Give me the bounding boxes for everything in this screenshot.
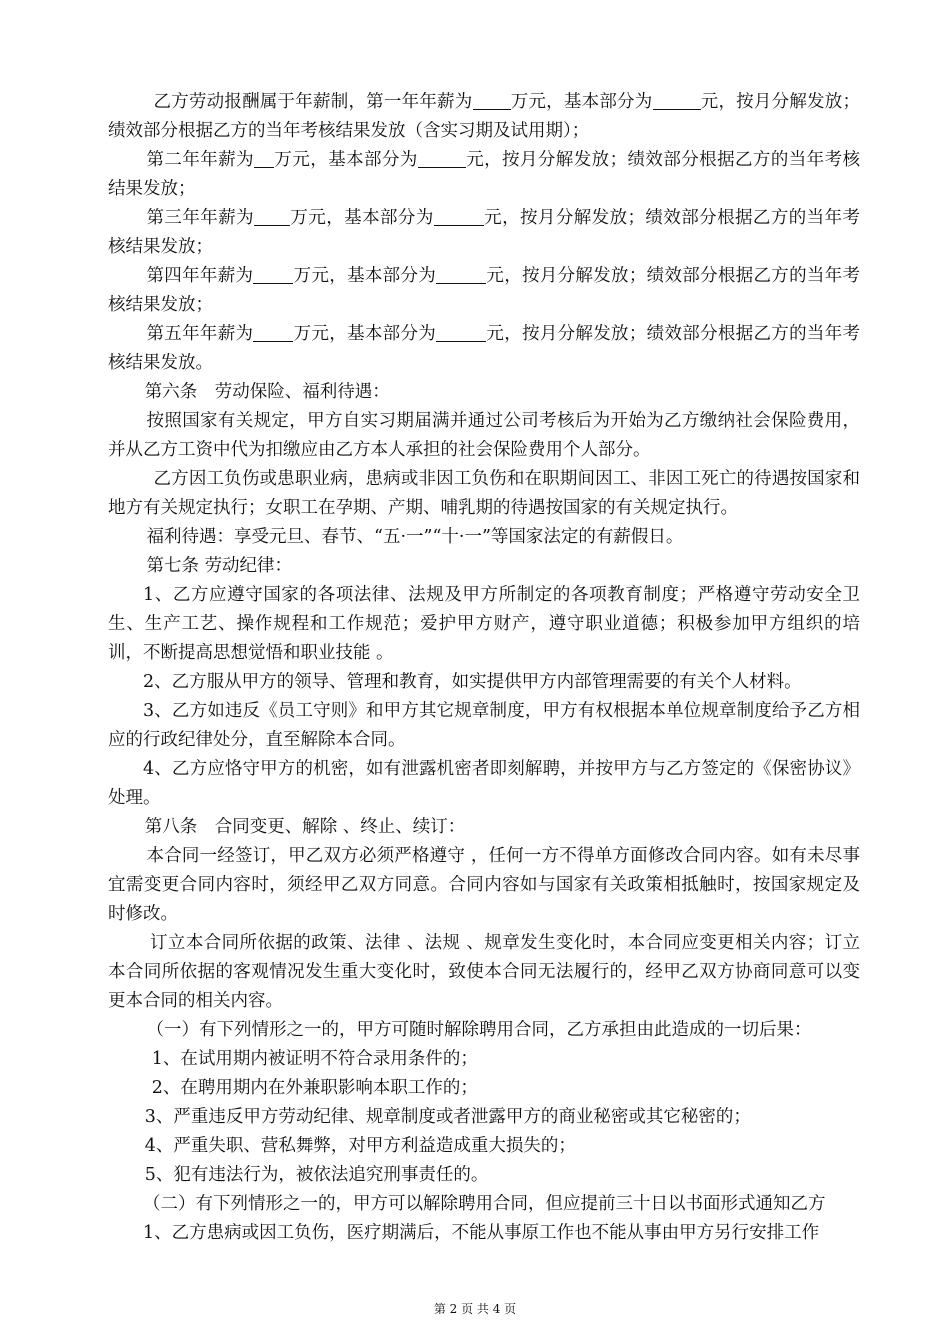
list-item: 4、严重失职、营私舞弊，对甲方利益造成重大损失的； xyxy=(144,1136,576,1156)
paragraph: 本合同一经签订，甲乙双方必须严格遵守 ，任何一方不得单方面修改合同内容。如有未尽事宜需变更合同内容时，须经甲乙双方同意。合同内容如与国家有关政策相抵触时，按国家规定及时修改。 xyxy=(108,846,860,924)
paragraph: 按照国家有关规定，甲方自实习期届满并通过公司考核后为开始为乙方缴纳社会保险费用，并从乙方工资中代为扣缴应由乙方本人承担的社会保险费用个人部分。 xyxy=(108,411,860,460)
blank-line xyxy=(253,265,293,284)
article-6-heading: 第六条 劳动保险、福利待遇： xyxy=(144,382,390,402)
paragraph: （二）有下列情形之一的，甲方可以解除聘用合同，但应提前三十日以书面形式通知乙方 xyxy=(143,1194,826,1214)
blank-line xyxy=(434,207,484,226)
paragraph: （一）有下列情形之一的，甲方可随时解除聘用合同，乙方承担由此造成的一切后果： xyxy=(146,1020,812,1040)
salary-year-4: 第四年年薪为 万元，基本部分为 元，按月分解发放；绩效部分根据乙方的当年考核结果发放； xyxy=(108,266,861,315)
blank-line xyxy=(253,323,293,342)
blank-line xyxy=(473,91,511,110)
page-footer: 第 2 页 共 4 页 xyxy=(433,1302,517,1316)
blank-line xyxy=(436,323,486,342)
article-7-heading: 第七条 劳动纪律： xyxy=(146,556,293,576)
blank-line xyxy=(254,207,290,226)
blank-line xyxy=(254,149,274,168)
paragraph: 1、乙方患病或因工负伤，医疗期满后，不能从事原工作也不能从事由甲方另行安排工作 xyxy=(143,1223,820,1243)
blank-line xyxy=(418,149,466,168)
paragraph: 订立本合同所依据的政策、法律 、法规 、规章发生变化时，本合同应变更相关内容；订立本合同所依据的客观情况发生重大变化时，致使本合同无法履行的，经甲乙双方协商同意可以变更本合同的相关内容。 xyxy=(108,933,860,1011)
paragraph: 3、乙方如违反《员工守则》和甲方其它规章制度，甲方有权根据本单位规章制度给予乙方相应的行政纪律处分，直至解除本合同。 xyxy=(108,701,860,750)
list-item: 5、犯有违法行为，被依法追究刑事责任的。 xyxy=(144,1165,489,1185)
paragraph: 1、乙方应遵守国家的各项法律、法规及甲方所制定的各项教育制度；严格遵守劳动安全卫生、生产工艺、操作规程和工作规范；爱护甲方财产，遵守职业道德；积极参加甲方组织的培训，不断提高思想觉悟和职业技能 。 xyxy=(108,585,860,663)
salary-year-3: 第三年年薪为 万元，基本部分为 元，按月分解发放；绩效部分根据乙方的当年考核结果发放； xyxy=(108,208,860,257)
blank-line xyxy=(436,265,486,284)
blank-line xyxy=(653,91,701,110)
list-item: 2、在聘用期内在外兼职影响本职工作的； xyxy=(151,1078,478,1098)
salary-year-2: 第二年年薪为 万元，基本部分为 元，按月分解发放；绩效部分根据乙方的当年考核结果发放； xyxy=(108,150,861,199)
document-body xyxy=(108,88,860,1248)
salary-year-1: 乙方劳动报酬属于年薪制，第一年年薪为 万元，基本部分为 元，按月分解发放；绩效部分根据乙方的当年考核结果发放（含实习期及试用期）； xyxy=(108,92,860,141)
article-8-heading: 第八条 合同变更、解除 、终止、续订： xyxy=(144,817,466,837)
paragraph: 4、乙方应恪守甲方的机密，如有泄露机密者即刻解聘，并按甲方与乙方签定的《保密协议》处理。 xyxy=(108,759,860,808)
paragraph: 福利待遇：享受元旦、春节、“五·一”“十·一”等国家法定的有薪假日。 xyxy=(146,527,684,547)
paragraph: 2、乙方服从甲方的领导、管理和教育，如实提供甲方内部管理需要的有关个人材料。 xyxy=(143,672,802,692)
salary-year-5: 第五年年薪为 万元，基本部分为 元，按月分解发放；绩效部分根据乙方的当年考核结果发放。 xyxy=(108,324,861,373)
list-item: 3、严重违反甲方劳动纪律、规章制度或者泄露甲方的商业秘密或其它秘密的； xyxy=(144,1107,751,1127)
list-item: 1、在试用期内被证明不符合录用条件的； xyxy=(151,1049,478,1069)
paragraph: 乙方因工负伤或患职业病，患病或非因工负伤和在职期间因工、非因工死亡的待遇按国家和地方有关规定执行；女职工在孕期、产期、哺乳期的待遇按国家的有关规定执行。 xyxy=(108,469,860,518)
